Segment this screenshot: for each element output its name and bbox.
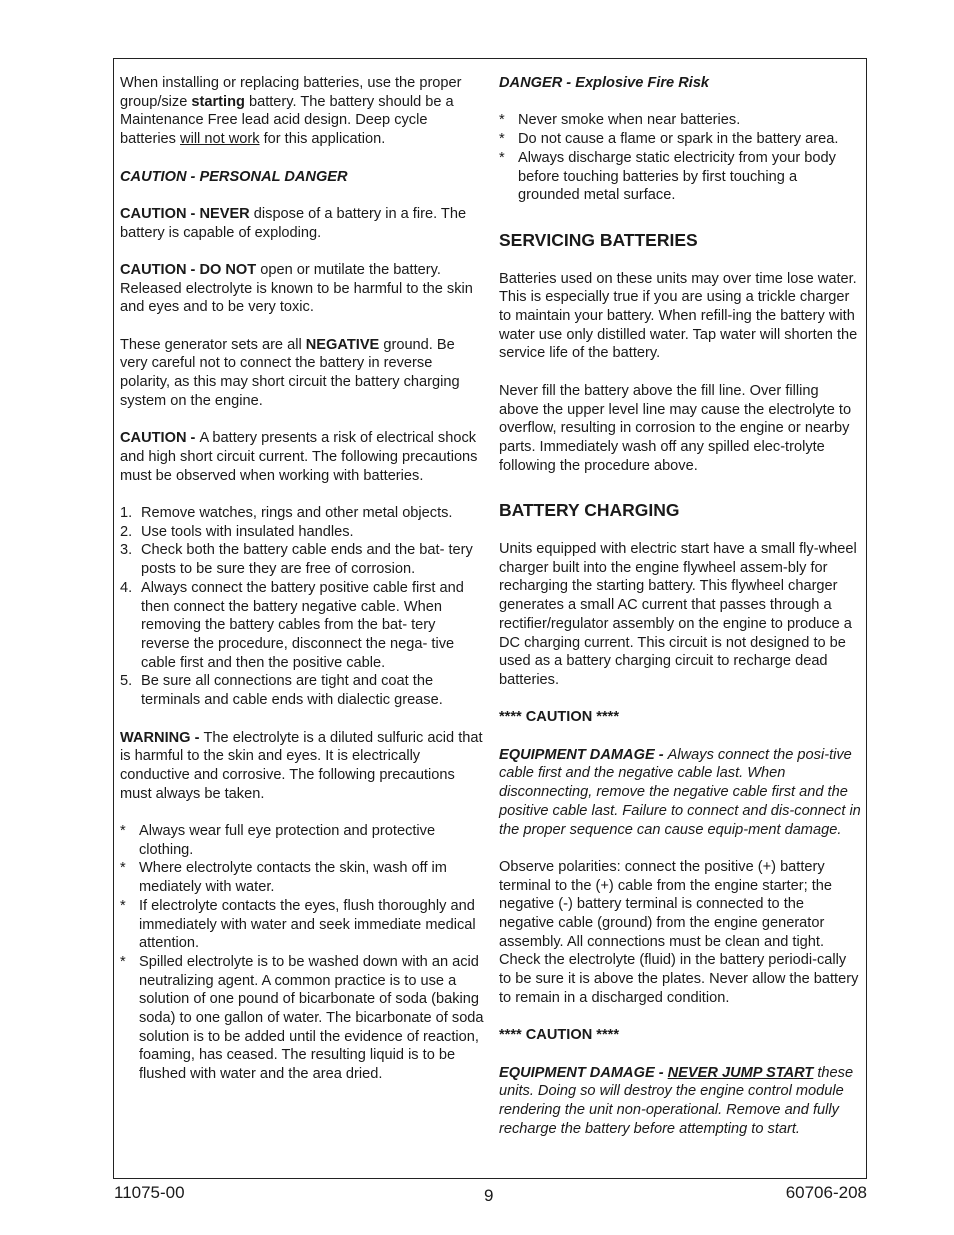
list-item-text: Do not cause a flame or spark in the battery area. [518,131,839,148]
servicing-paragraph-2: Never fill the battery above the fill line. Over filling above the upper level line may cause the electrolyte to overflow, resulting in corrosion to the engine or nearby parts. Immediately wash off any spilled elec-trolyte following the procedure above. [499,382,852,474]
list-item-text: Check both the battery cable ends and the bat- tery posts to be sure they are free of corrosion. [141,542,473,578]
bullet-item [120,822,486,859]
servicing-paragraph-1: Batteries used on these units may over time lose water. This is especially true if you are using a trickle charger to maintain your battery. When refill-ing the battery with water use only distilled water. Tap water will shorten the service life of the battery. [499,270,858,362]
list-marker: * [499,131,505,148]
list-item-text: Where electrolyte contacts the skin, wash off im mediately with water. [139,860,447,896]
list-marker: 5. [120,673,133,690]
list-marker: * [499,112,505,129]
charging-paragraph: Units equipped with electric start have a small fly-wheel charger built into the engine flywheel assem-bly for recharging the starting battery. This flywheel charger generates a small AC current that passes through a rectifier/regulator assembly on the engine to produce a DC charging current. This circuit is not designed to be used as a battery charging circuit to recharge dead batteries. [499,541,857,688]
equipment-damage-paragraph-1: EQUIPMENT DAMAGE - Always connect the posi-tive cable first and the negative cable last. When disconnecting, remove the negative cable first and the positive cable last. Failure to connect and dis-connect in the proper sequence can cause equip-ment damage. [499,746,861,838]
list-item-text: Always connect the battery positive cable first and then connect the battery negative cable. When removing the battery cables from the bat- tery reverse the procedure, disconnect the nega- tive cable first and then the positive cable. [141,579,464,671]
doc-number-right: 60706-208 [785,1183,867,1202]
step-item [120,579,486,673]
left-column [120,74,486,1084]
polarities-paragraph: Observe polarities: connect the positive (+) battery terminal to the (+) cable from the engine starter; the negative (-) battery terminal is connected to the negative cable (ground) from the engine generator assembly. All connections must be clean and tight. Check the electrolyte (fluid) in the battery periodi-cally to be sure it is above the plates. Never allow the battery to remain in a discharged condition. [499,858,859,1006]
page-number: 9 [484,1186,494,1205]
caution-shock-paragraph: CAUTION - A battery presents a risk of electrical shock and high short circuit current. The following precautions must be observed when working with batteries. [120,430,478,484]
servicing-heading: SERVICING BATTERIES [499,229,698,250]
step-item [120,523,486,542]
bullet-item [120,859,486,896]
list-marker: * [120,897,126,914]
electrolyte-precautions-list [120,822,486,1084]
fire-risk-list [499,111,861,205]
list-marker: 3. [120,542,133,559]
precaution-steps-list [120,504,486,710]
danger-heading: DANGER - Explosive Fire Risk [499,75,710,91]
list-item-text: Be sure all connections are tight and coat the terminals and cable ends with dialectic grease. [141,673,443,709]
bullet-item [499,149,861,205]
right-column [499,74,861,1138]
step-item [120,541,486,578]
list-marker: 2. [120,523,133,540]
list-marker: * [120,860,126,877]
warning-paragraph: WARNING - The electrolyte is a diluted sulfuric acid that is harmful to the skin and eyes. It is electrically conductive and corrosive. The following precautions must always be taken. [120,729,483,802]
intro-paragraph: When installing or replacing batteries, use the proper group/size starting battery. The battery should be a Maintenance Free lead acid design. Deep cycle batteries will not work for this application. [120,75,462,148]
list-marker: * [120,953,126,970]
list-marker: * [120,823,126,839]
list-marker: * [499,149,505,166]
list-item-text: Always discharge static electricity from your body before touching batteries by first touching a grounded metal surface. [518,149,836,204]
caution-donot-paragraph: CAUTION - DO NOT open or mutilate the battery. Released electrolyte is known to be harmful to the skin and eyes and to be very toxic. [120,261,473,316]
step-item [120,504,486,523]
list-item-text: Remove watches, rings and other metal objects. [141,505,453,522]
bullet-item [499,111,861,130]
doc-number-left: 11075-00 [114,1183,185,1202]
list-marker: 1. [120,505,133,522]
list-item-text: Always wear full eye protection and protective clothing. [139,823,436,858]
bullet-item [120,897,486,953]
caution-personal-heading: CAUTION - PERSONAL DANGER [120,168,348,185]
list-item-text: Spilled electrolyte is to be washed down with an acid neutralizing agent. A common practice is to use a solution of one pound of bicarbonate of soda (baking soda) to one gallon of water. The bicarbonate of soda solution is to be added until the evidence of reaction, foaming, has ceased. The resulting liquid is to be flushed with water and the area dried. [139,953,484,1083]
bullet-item [499,130,861,149]
equipment-damage-paragraph-2: EQUIPMENT DAMAGE - NEVER JUMP START these units. Doing so will destroy the engine control module rendering the unit non-operational. Remove and fully recharge the battery before attempting to start. [499,1064,854,1137]
list-item-text: If electrolyte contacts the eyes, flush thoroughly and immediately with water and seek immediate medical attention. [139,897,476,952]
bullet-item [120,953,486,1084]
caution-banner-2: **** CAUTION **** [499,1027,620,1044]
step-item [120,672,486,709]
caution-banner-1: **** CAUTION **** [499,709,620,726]
caution-never-paragraph: CAUTION - NEVER dispose of a battery in a fire. The battery is capable of exploding. [120,205,467,241]
list-marker: 4. [120,579,133,596]
charging-heading: BATTERY CHARGING [499,500,680,521]
negative-ground-paragraph: These generator sets are all NEGATIVE ground. Be very careful not to connect the battery in reverse polarity, as this may short circuit the battery charging system on the engine. [120,336,460,409]
list-item-text: Use tools with insulated handles. [141,523,354,540]
list-item-text: Never smoke when near batteries. [518,112,741,129]
